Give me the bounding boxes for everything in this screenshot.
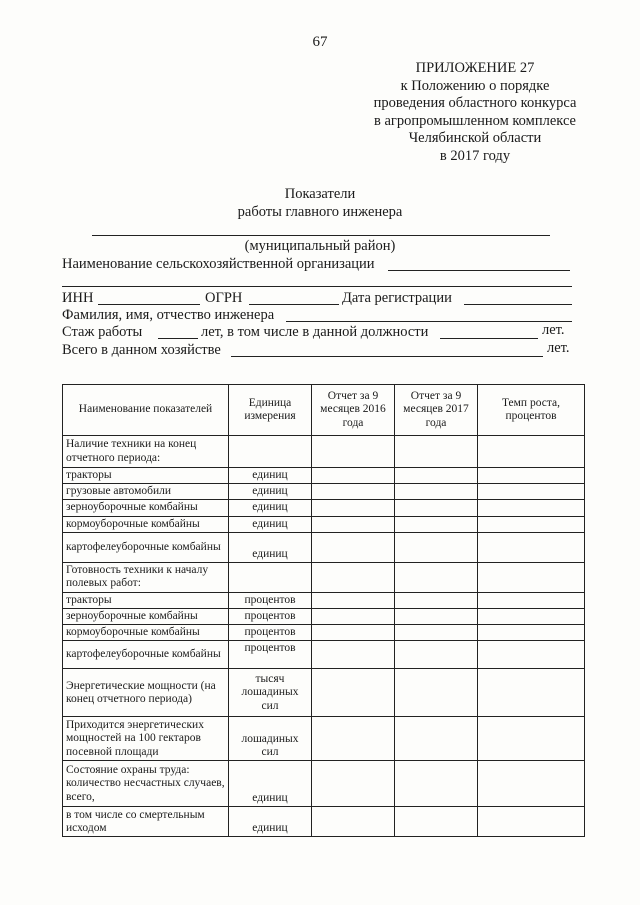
growth-rate-cell[interactable]: [478, 532, 585, 562]
growth-rate-cell[interactable]: [478, 562, 585, 592]
ogrn-field-line[interactable]: [249, 304, 339, 305]
appendix-line: в агропромышленном комплексе: [373, 112, 576, 129]
value-2017-cell[interactable]: [395, 761, 478, 807]
indicator-name: Энергетические мощности (на конец отчетного периода): [63, 669, 229, 717]
value-2016-cell[interactable]: [312, 484, 395, 500]
value-2017-cell[interactable]: [395, 562, 478, 592]
indicator-unit: единиц: [229, 516, 312, 532]
indicator-unit: процентов: [229, 592, 312, 608]
growth-rate-cell[interactable]: [478, 609, 585, 625]
indicator-name: зерноуборочные комбайны: [63, 609, 229, 625]
value-2016-cell[interactable]: [312, 641, 395, 669]
indicator-unit: процентов: [229, 625, 312, 641]
value-2016-cell[interactable]: [312, 669, 395, 717]
growth-rate-cell[interactable]: [478, 468, 585, 484]
value-2016-cell[interactable]: [312, 532, 395, 562]
inn-field-line[interactable]: [98, 304, 200, 305]
indicator-name: Готовность техники к началу полевых работ:: [63, 562, 229, 592]
value-2016-cell[interactable]: [312, 625, 395, 641]
table-row: [63, 761, 585, 807]
value-2016-cell[interactable]: [312, 500, 395, 516]
growth-rate-cell[interactable]: [478, 516, 585, 532]
value-2016-cell[interactable]: [312, 436, 395, 468]
table-row: [63, 562, 585, 592]
appendix-line: к Положению о порядке: [400, 77, 550, 94]
district-field-line[interactable]: [92, 235, 550, 236]
table-row: [63, 484, 585, 500]
experience-label: Стаж работы: [62, 324, 143, 340]
appendix-line: в 2017 году: [439, 147, 511, 164]
growth-rate-cell[interactable]: [478, 641, 585, 669]
growth-rate-cell[interactable]: [478, 761, 585, 807]
value-2016-cell[interactable]: [312, 717, 395, 761]
indicator-unit: единиц: [229, 468, 312, 484]
value-2017-cell[interactable]: [395, 807, 478, 837]
experience-position-field-line[interactable]: [440, 338, 538, 339]
indicator-name: тракторы: [63, 468, 229, 484]
value-2017-cell[interactable]: [395, 641, 478, 669]
value-2017-cell[interactable]: [395, 609, 478, 625]
growth-rate-cell[interactable]: [478, 625, 585, 641]
value-2017-cell[interactable]: [395, 625, 478, 641]
indicator-name: картофелеуборочные комбайны: [63, 532, 229, 562]
indicator-name: Наличие техники на конец отчетного периода:: [63, 436, 229, 468]
indicator-name: тракторы: [63, 592, 229, 608]
experience-position-label: лет, в том числе в данной должности: [201, 324, 429, 340]
growth-rate-cell[interactable]: [478, 500, 585, 516]
document-title: [0, 185, 640, 221]
table-row: [63, 641, 585, 669]
header-growth-rate: Темп роста, процентов: [478, 385, 585, 436]
appendix-line: проведения областного конкурса: [373, 95, 577, 111]
org-name-label: Наименование сельскохозяйственной организации: [62, 256, 375, 272]
growth-rate-cell[interactable]: [478, 484, 585, 500]
total-experience-label: Всего в данном хозяйстве: [62, 342, 221, 358]
registration-date-label: Дата регистрации: [342, 290, 452, 306]
indicator-unit: единиц: [229, 761, 312, 807]
table-row: [63, 717, 585, 761]
org-name-field-line[interactable]: [388, 270, 570, 271]
indicator-unit: лошадиных сил: [229, 717, 312, 761]
page-number: 67: [312, 34, 328, 50]
indicator-name: в том числе со смертельным исходом: [63, 807, 229, 837]
indicator-unit: [229, 562, 312, 592]
value-2017-cell[interactable]: [395, 516, 478, 532]
indicator-name: Состояние охраны труда: количество несчастных случаев, всего,: [63, 761, 229, 807]
header-unit: Единица измерения: [229, 385, 312, 436]
indicator-unit: единиц: [229, 807, 312, 837]
table-row: [63, 468, 585, 484]
header-report-2017: Отчет за 9 месяцев 2017 года: [395, 385, 478, 436]
indicator-name: кормоуборочные комбайны: [63, 625, 229, 641]
header-indicator-name: Наименование показателей: [63, 385, 229, 436]
indicator-unit: единиц: [229, 500, 312, 516]
district-label: (муниципальный район): [244, 238, 396, 254]
value-2017-cell[interactable]: [395, 532, 478, 562]
header-report-2016: Отчет за 9 месяцев 2016 года: [312, 385, 395, 436]
indicators-table: [62, 384, 585, 837]
table-row: [63, 500, 585, 516]
table-header-row: [63, 385, 585, 436]
table-row: [63, 625, 585, 641]
indicator-name: кормоуборочные комбайны: [63, 516, 229, 532]
value-2017-cell[interactable]: [395, 717, 478, 761]
table-row: [63, 516, 585, 532]
appendix-line: Челябинской области: [408, 130, 542, 146]
value-2017-cell[interactable]: [395, 468, 478, 484]
indicator-unit: [229, 436, 312, 468]
value-2016-cell[interactable]: [312, 468, 395, 484]
experience-years-field-line[interactable]: [158, 338, 198, 339]
value-2016-cell[interactable]: [312, 761, 395, 807]
value-2016-cell[interactable]: [312, 562, 395, 592]
value-2017-cell[interactable]: [395, 484, 478, 500]
table-row: [63, 669, 585, 717]
value-2016-cell[interactable]: [312, 592, 395, 608]
indicator-name: Приходится энергетических мощностей на 100 гектаров посевной площади: [63, 717, 229, 761]
indicator-unit: тысяч лошадиных сил: [229, 669, 312, 717]
engineer-fio-label: Фамилия, имя, отчество инженера: [62, 307, 275, 323]
growth-rate-cell[interactable]: [478, 807, 585, 837]
inn-label: ИНН: [62, 290, 94, 306]
title-line: Показатели: [284, 186, 356, 202]
table-row: [63, 609, 585, 625]
table-row: [63, 592, 585, 608]
value-2016-cell[interactable]: [312, 516, 395, 532]
indicator-unit: единиц: [229, 484, 312, 500]
value-2017-cell[interactable]: [395, 436, 478, 468]
growth-rate-cell[interactable]: [478, 436, 585, 468]
growth-rate-cell[interactable]: [478, 669, 585, 717]
org-name-continuation-line[interactable]: [62, 286, 572, 287]
appendix-line: ПРИЛОЖЕНИЕ 27: [415, 60, 535, 76]
total-years-suffix: лет.: [547, 340, 570, 356]
engineer-fio-field-line[interactable]: [286, 321, 572, 322]
indicator-unit: процентов: [229, 609, 312, 625]
growth-rate-cell[interactable]: [478, 717, 585, 761]
indicator-name: грузовые автомобили: [63, 484, 229, 500]
total-experience-field-line[interactable]: [231, 356, 543, 357]
table-row: [63, 532, 585, 562]
value-2016-cell[interactable]: [312, 609, 395, 625]
registration-date-field-line[interactable]: [464, 304, 572, 305]
value-2017-cell[interactable]: [395, 592, 478, 608]
table-row: [63, 807, 585, 837]
value-2016-cell[interactable]: [312, 807, 395, 837]
indicator-unit: единиц: [229, 532, 312, 562]
value-2017-cell[interactable]: [395, 669, 478, 717]
experience-years-suffix: лет.: [542, 322, 565, 338]
indicator-unit: процентов: [229, 641, 312, 669]
table-row: [63, 436, 585, 468]
ogrn-label: ОГРН: [205, 290, 243, 306]
value-2017-cell[interactable]: [395, 500, 478, 516]
indicator-name: картофелеуборочные комбайны: [63, 641, 229, 669]
growth-rate-cell[interactable]: [478, 592, 585, 608]
indicator-name: зерноуборочные комбайны: [63, 500, 229, 516]
appendix-block: [340, 60, 610, 165]
title-line: работы главного инженера: [237, 204, 403, 220]
